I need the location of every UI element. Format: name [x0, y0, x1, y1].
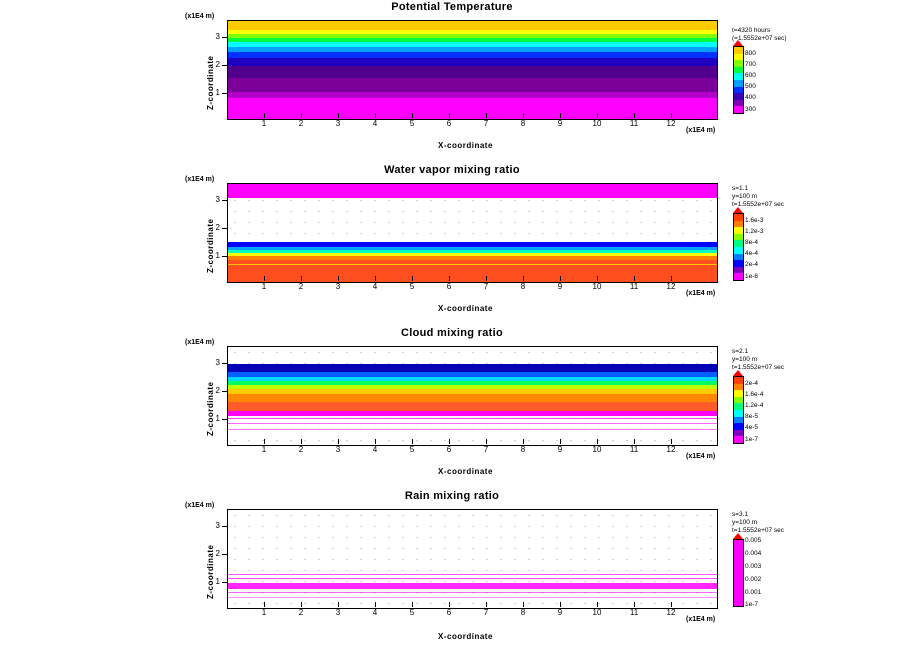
panel-title: Potential Temperature — [391, 1, 513, 13]
x-tick-label: 5 — [409, 608, 415, 617]
x-axis-units: (x1E4 m) — [686, 453, 716, 460]
x-tick-label: 9 — [557, 608, 563, 617]
panel-water-vapor — [0, 163, 904, 323]
y-tick-label: 1 — [215, 88, 220, 97]
y-axis-label: Z-coordinate — [206, 544, 215, 599]
colorbar-label: 300 — [745, 106, 756, 113]
x-axis-label: X-coordinate — [438, 467, 493, 476]
y-tick-label: 3 — [215, 521, 220, 530]
colorbar-label: 1.6e-4 — [745, 391, 764, 398]
x-tick-label: 4 — [372, 608, 378, 617]
x-tick-label: 11 — [629, 608, 639, 617]
x-tick-label: 11 — [629, 282, 639, 291]
colorbar-label: 500 — [745, 83, 756, 90]
annotation-line: y=100 m — [732, 356, 758, 363]
panel-rain-mixing-ratio — [0, 489, 904, 654]
colorbar-label: 4e-4 — [745, 250, 759, 257]
x-tick-label: 2 — [298, 608, 304, 617]
contour-line — [228, 264, 717, 265]
panel-title: Cloud mixing ratio — [401, 327, 503, 339]
x-tick-label: 6 — [446, 282, 452, 291]
x-tick-label: 6 — [446, 608, 452, 617]
contour-band — [228, 184, 717, 198]
colorbar-label: 1e-7 — [745, 601, 759, 608]
colorbar-label: 0.001 — [745, 589, 762, 596]
colorbar-label: 2e-4 — [745, 380, 759, 387]
x-axis-units: (x1E4 m) — [686, 290, 716, 297]
contour-line — [228, 592, 717, 593]
colorbar-label: 0.004 — [745, 550, 762, 557]
x-tick-label: 4 — [372, 119, 378, 128]
contour-band — [228, 66, 717, 78]
plot-area — [227, 509, 718, 609]
x-tick-label: 12 — [666, 445, 676, 454]
colorbar — [733, 376, 744, 444]
x-tick-label: 11 — [629, 119, 639, 128]
x-tick-label: 10 — [592, 119, 602, 128]
y-tick-label: 3 — [215, 32, 220, 41]
x-tick-label: 5 — [409, 445, 415, 454]
x-tick-label: 2 — [298, 119, 304, 128]
x-tick-label: 9 — [557, 282, 563, 291]
y-tick-label: 1 — [215, 414, 220, 423]
y-tick-label: 2 — [215, 60, 220, 69]
annotation-line: t=4320 hours — [732, 27, 771, 34]
panel-potential-temperature — [0, 0, 904, 160]
contour-band — [228, 402, 717, 411]
annotation-line: y=100 m — [732, 193, 758, 200]
stipple-overlay — [228, 510, 717, 608]
x-tick-label: 7 — [483, 608, 489, 617]
x-tick-label: 6 — [446, 445, 452, 454]
contour-line — [228, 597, 717, 598]
x-tick-label: 10 — [592, 608, 602, 617]
colorbar-label: 700 — [745, 61, 756, 68]
x-tick-label: 12 — [666, 119, 676, 128]
colorbar — [733, 539, 744, 607]
panel-annotation — [732, 348, 784, 372]
x-tick-label: 12 — [666, 282, 676, 291]
colorbar-label: 1.2e-3 — [745, 228, 764, 235]
contour-band — [228, 583, 717, 589]
x-tick-label: 2 — [298, 445, 304, 454]
x-axis-label: X-coordinate — [438, 632, 493, 641]
plot-area — [227, 183, 718, 283]
x-tick-label: 3 — [335, 445, 341, 454]
colorbar-label: 1e-7 — [745, 436, 759, 443]
x-tick-label: 1 — [261, 119, 267, 128]
colorbar — [733, 213, 744, 281]
colorbar — [733, 46, 744, 114]
x-axis-units: (x1E4 m) — [686, 616, 716, 623]
x-tick-label: 10 — [592, 282, 602, 291]
annotation-line: (=1.5552e+07 sec) — [732, 35, 787, 42]
plot-area — [227, 346, 718, 446]
y-axis-units: (x1E4 m) — [185, 339, 215, 346]
y-axis-units: (x1E4 m) — [185, 502, 215, 509]
contour-band — [228, 78, 717, 92]
contour-band — [228, 394, 717, 402]
colorbar-label: 0.005 — [745, 537, 762, 544]
x-tick-label: 5 — [409, 282, 415, 291]
y-tick-label: 3 — [215, 358, 220, 367]
y-axis-label: Z-coordinate — [206, 218, 215, 273]
contour-line — [228, 418, 717, 419]
x-tick-label: 4 — [372, 282, 378, 291]
annotation-line: s=1.1 — [732, 185, 749, 192]
x-tick-label: 7 — [483, 445, 489, 454]
contour-line — [228, 574, 717, 575]
x-tick-label: 3 — [335, 608, 341, 617]
y-tick-label: 2 — [215, 549, 220, 558]
colorbar-label: 4e-5 — [745, 424, 759, 431]
y-tick-label: 3 — [215, 195, 220, 204]
colorbar-label: 0.002 — [745, 576, 762, 583]
x-tick-label: 7 — [483, 282, 489, 291]
x-tick-label: 5 — [409, 119, 415, 128]
colorbar-label: 2e-4 — [745, 261, 759, 268]
y-axis-units: (x1E4 m) — [185, 176, 215, 183]
colorbar-label: 600 — [745, 72, 756, 79]
x-tick-label: 8 — [520, 119, 526, 128]
panel-title: Rain mixing ratio — [404, 490, 500, 502]
contour-band — [228, 364, 717, 372]
x-axis-label: X-coordinate — [438, 304, 493, 313]
y-axis-label: Z-coordinate — [206, 381, 215, 436]
x-tick-label: 8 — [520, 282, 526, 291]
contour-line — [228, 429, 717, 430]
x-tick-label: 1 — [261, 445, 267, 454]
x-tick-label: 2 — [298, 282, 304, 291]
annotation-line: t=1.5552e+07 sec — [732, 527, 785, 534]
x-tick-label: 11 — [629, 445, 639, 454]
plot-area — [227, 20, 718, 120]
panel-cloud-mixing-ratio — [0, 326, 904, 486]
contour-band — [228, 58, 717, 66]
y-tick-label: 2 — [215, 386, 220, 395]
contour-band — [228, 411, 717, 416]
x-tick-label: 6 — [446, 119, 452, 128]
colorbar-label: 1.2e-4 — [745, 402, 764, 409]
x-tick-label: 7 — [483, 119, 489, 128]
x-tick-label: 8 — [520, 608, 526, 617]
colorbar-label: 8e-4 — [745, 239, 759, 246]
y-tick-label: 1 — [215, 577, 220, 586]
y-axis-units: (x1E4 m) — [185, 13, 215, 20]
x-tick-label: 3 — [335, 119, 341, 128]
x-tick-label: 8 — [520, 445, 526, 454]
x-tick-label: 9 — [557, 119, 563, 128]
annotation-line: s=2.1 — [732, 348, 749, 355]
contour-line — [228, 578, 717, 579]
x-tick-label: 9 — [557, 445, 563, 454]
x-axis-label: X-coordinate — [438, 141, 493, 150]
y-tick-label: 1 — [215, 251, 220, 260]
x-axis-units: (x1E4 m) — [686, 127, 716, 134]
y-axis-label: Z-coordinate — [206, 55, 215, 110]
colorbar-label: 1.6e-3 — [745, 217, 764, 224]
colorbar-label: 400 — [745, 94, 756, 101]
colorbar-label: 800 — [745, 50, 756, 57]
annotation-line: t=1.5552e+07 sec — [732, 201, 785, 208]
x-tick-label: 3 — [335, 282, 341, 291]
panel-annotation — [732, 185, 784, 209]
x-tick-label: 1 — [261, 282, 267, 291]
colorbar-label: 1e-6 — [745, 273, 759, 280]
x-tick-label: 1 — [261, 608, 267, 617]
contour-band — [228, 21, 717, 30]
panel-title: Water vapor mixing ratio — [384, 164, 520, 176]
colorbar-label: 8e-5 — [745, 413, 759, 420]
annotation-line: y=100 m — [732, 519, 758, 526]
annotation-line: t=1.5552e+07 sec — [732, 364, 785, 371]
y-tick-label: 2 — [215, 223, 220, 232]
x-tick-label: 4 — [372, 445, 378, 454]
colorbar-label: 0.003 — [745, 563, 762, 570]
contour-line — [228, 423, 717, 424]
x-tick-label: 10 — [592, 445, 602, 454]
annotation-line: s=3.1 — [732, 511, 749, 518]
x-tick-label: 12 — [666, 608, 676, 617]
panel-annotation — [732, 511, 784, 535]
